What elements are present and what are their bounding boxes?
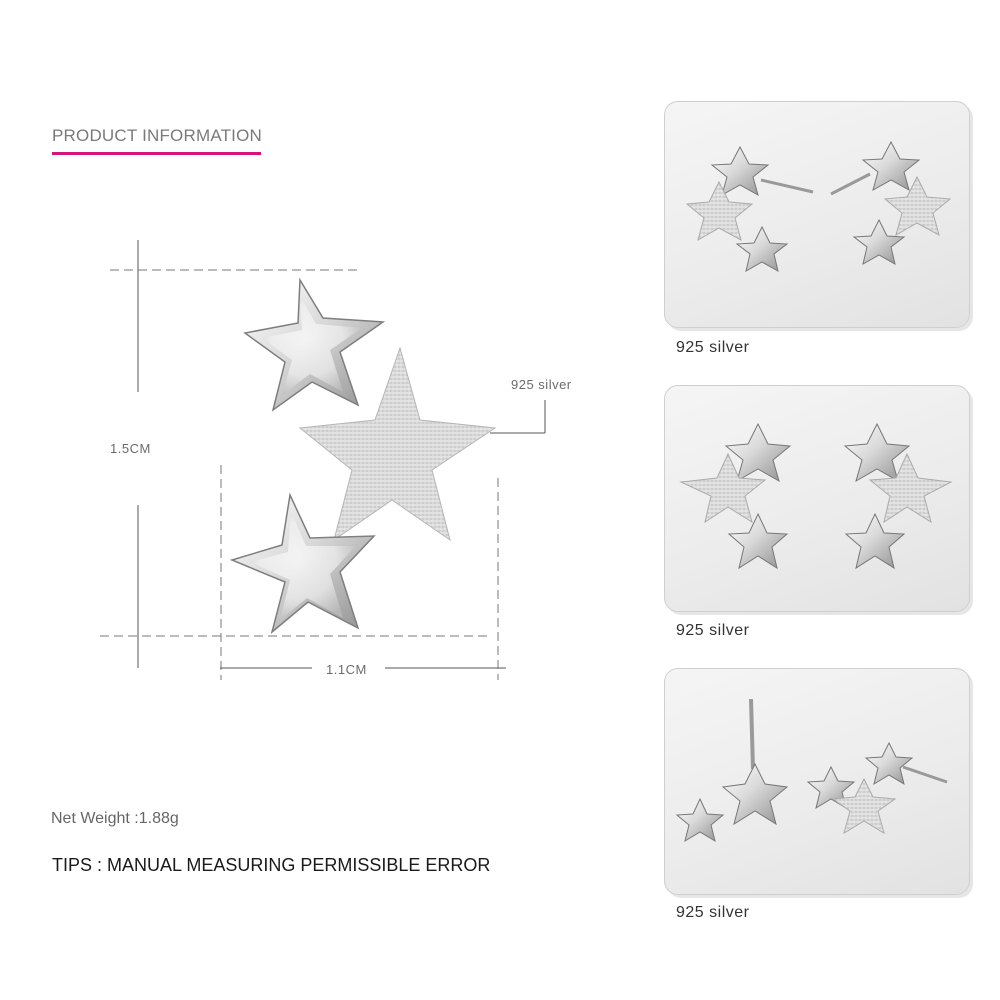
net-weight: Net Weight :1.88g [51, 810, 179, 827]
product-photo-3 [664, 668, 970, 895]
width-label: 1.1CM [326, 662, 367, 677]
photo-1-caption: 925 silver [676, 339, 750, 356]
earring-pair-front-view [665, 386, 969, 611]
material-label: 925 silver [511, 377, 572, 392]
photo-3-caption: 925 silver [676, 904, 750, 921]
product-photo-2 [664, 385, 970, 612]
product-photo-1 [664, 101, 970, 328]
earring-pair-back-view [665, 669, 969, 894]
earring-dimension-diagram [0, 0, 640, 720]
earring-pair-side-view [665, 102, 969, 327]
polished-star-top [245, 280, 383, 410]
section-title: PRODUCT INFORMATION [52, 126, 262, 145]
height-label: 1.5CM [110, 441, 151, 456]
photo-2-caption: 925 silver [676, 622, 750, 639]
tips-note: TIPS : MANUAL MEASURING PERMISSIBLE ERROR [52, 855, 491, 875]
